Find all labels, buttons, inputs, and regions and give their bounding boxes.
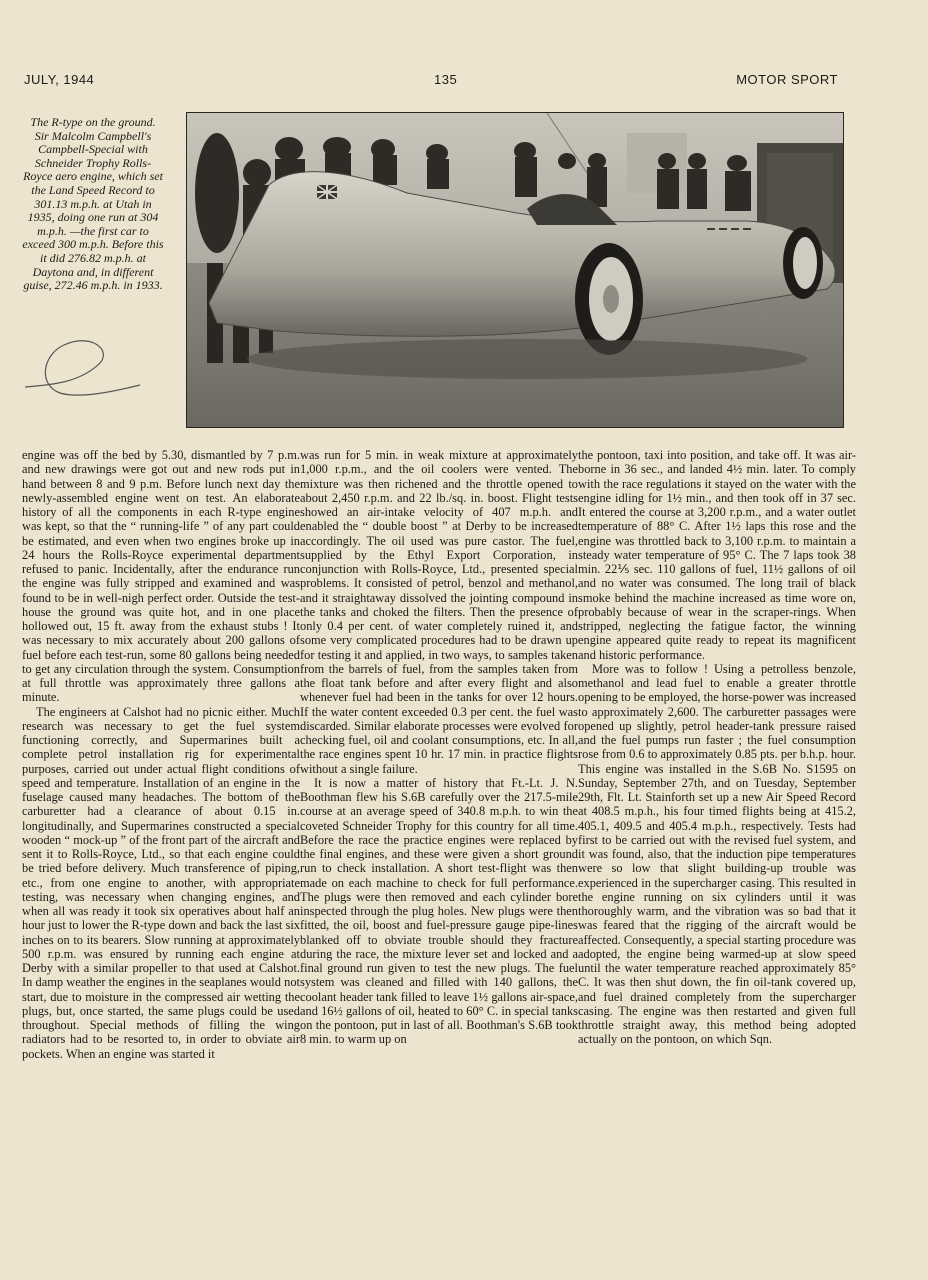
pencil-scribble-icon	[20, 325, 150, 405]
paragraph: was run for 5 min. in weak mixture at approximately 1,000 r.p.m., and the oil coolers were vented. The mixture was then richened and the throttle opened to about 2,450 r.p.m. and 22 lb./sq. in. boost. Flight tests showed an air-intake velocity of 407 m.p.h. and enabled the “ double boost ” at Derby to be increased accordingly. The oil used was pure castor. The fuel, supplied by the Ethyl Export Corporation, in conjunction with Rolls-Royce, Ltd., presented special problems. It consisted of petrol, benzol and methanol, and it straightaway dissolved the jointing compound in the tanks and choked the filters. Then the presence of only 0.4 per cent. of water completely ruined it, and some very complicated procedures had to be drawn up for testing it and applied, in two ways, to samples taken from the barrels of fuel, from the samples taken from the float tank before and after every flight and also whenever fuel had been in the tanks for over 12 hours. If the water content exceeded 0.3 per cent. the fuel was discarded. Similar elaborate processes were evolved for checking fuel, oil and coolant consumptions, etc. In all, the race engines spent 10 hr. 17 min. in practice flights without a single failure.	[300, 448, 578, 776]
photo-caption: The R-type on the ground. Sir Malcolm Campbell's Campbell-Special with Schneider Trophy Rolls-Royce aero engine, which set the Land Speed Record to 301.13 m.p.h. at Utah in 1935, doing one run at 304 m.p.h. —the first car to exceed 300 m.p.h. Before this it did 276.82 m.p.h. at Daytona and, in different guise, 272.46 m.p.h. in 1933.	[22, 115, 164, 293]
paragraph: It is now a matter of history that Ft.-Lt. J. N. Boothman flew his S.6B carefully over the 217.5-mile course at an average speed of 340.8 m.p.h. to win the coveted Schneider Trophy for this country for all time. Before the race the practice engines were replaced by the final engines, and these were given a short ground run to check installation. A short test-flight was then made on each machine to check for full performance. The plugs were then removed and each cylinder bore inspected through the plug holes. New plugs were then fitted, the oil, boost and fuel-pressure gauge pipe-lines blanked off to obviate trouble should they fracture during the race, the mixture lever set and locked and a final ground run given to test the new plugs. The fuel system was cleaned and filled with 140 gallons, the coolant header tank filled to leave 1½ gallons air-space, and 16½ gallons of oil, heated to 60° C. in special tanks on the pontoon, put in last of all. Boothman's S.6B took 8 min. to warm up on	[300, 775, 578, 1047]
issue-date: JULY, 1944	[24, 72, 95, 87]
paragraph: engine was off the bed by 5.30, dismantled by 7 p.m. and new drawings were got out and new rods put in hand between 8 and 9 p.m. Before lunch next day the newly-assembled engine went on test. An elaborate history of all the components in each R-type engine was kept, so that the “ running-life ” of any part could be estimated, and even when two engines broke up in 24 hours the Rolls-Royce experimental department refused to panic. Incidentally, after the endurance run the engine was fully stripped and examined and was found to be in well-nigh perfect order. Outside the test-house the ground was quite hot, and in one place hollowed out, 15 ft. away from the exhaust stubs ! It was necessary to mix accurately about 200 gallons of fuel before each test-run, some 80 gallons being needed to get any circulation through the system. Consumption at full throttle was approximately three gallons a minute.	[22, 448, 300, 705]
text-column-3	[578, 448, 856, 1047]
magazine-title: MOTOR SPORT	[736, 72, 838, 87]
text-column-2	[300, 448, 578, 1047]
paragraph: the pontoon, taxi into position, and take off. It was air-borne in 36 sec., and landed 4½ min. later. To comply with the race regulations it stayed on the water with the engine idling for 1½ min., and then took off in 37 sec. It entered the course at 3,200 r.p.m., and a water outlet temperature of 88° C. After 1½ laps this rose and the engine was throttled back to 3,100 r.p.m. to maintain a steady water temperature of 95° C. The 7 laps took 38 min. 22⅕ sec. 110 gallons of fuel, 11½ gallons of oil and no water was consumed. The long trail of black smoke behind the machine increased as time wore on, probably because of wear in the scraper-rings. When stripped, neglecting the fatigue factor, the winning engine appeared quite ready to repeat its magnificent and historic performance.	[578, 448, 856, 662]
page-number: 135	[434, 72, 458, 87]
paragraph: The engineers at Calshot had no picnic either. Much research was necessary to get the fuel system functioning correctly, and Supermarines built a complete petrol installation rig for experimental purposes, carried out under actual flight conditions of speed and temperature. Installation of an engine in the fuselage caused many headaches. The bottom of the carburetter had a clearance of about 0.15 in. longitudinally, and Supermarines constructed a special wooden “ mock-up ” of the front part of the aircraft and sent it to Rolls-Royce, Ltd., so that each engine could be tried before delivery. Much transference of piping, etc., from one engine to another, with appropriate testing, was necessary when changing engines, and when all was ready it took six operatives about half an hour just to lower the R-type down and back the last six inches on to its bearers. Slow running at approximately 500 r.p.m. was ensured by running each engine at Derby with a similar propeller to that used at Calshot. In damp weather the engines in the seaplanes would not start, due to moisture in the compressed air wetting the plugs, but, once started, the same plugs could be used throughout. Special methods of filling the wing radiators had to be resorted to, in order to obviate air pockets. When an engine was started it	[22, 704, 300, 1061]
text-column-1	[22, 448, 300, 1061]
race-car-photo	[186, 112, 844, 428]
paragraph: More was to follow ! Using a petrolless benzole, methanol and lead fuel to enable a greater throttle opening to be employed, the horse-power was increased to approximately 2,600. The carburetter passages were opened up slightly, petrol header-tank pressure raised and the fuel pumps run faster ; the fuel consumption rose from 0.6 to approximately 0.85 pts. per b.h.p. hour. This engine was installed in the S.6B No. S1595 on Sunday, September 27th, and on Tuesday, September 29th, Flt. Lt. Stainforth set up a new Air Speed Record at 408.5 m.p.h., his four timed flights being at 415.2, 405.1, 409.5 and 405.4 m.p.h., respectively. Tests had first to be carried out with the revised fuel system, and it was found, also, that the induction pipe temperatures were so low that slight building-up trouble was experienced in the supercharger casing. This resulted in the engine running on six cylinders until it was thoroughly warm, and the vibration was so bad that it was feared that the rigging of the aircraft would be affected. Consequently, a special starting procedure was adopted, the engine being warmed-up at slow speed until the water temperature reached approximately 85° C. It was then shut down, the fin oil-tank covered up, and fuel drained completely from the supercharger casing. The engine was then restarted and given full throttle straight away, this method being adopted actually on the pontoon, on which Sqn.	[578, 661, 857, 1047]
page-header	[24, 72, 838, 92]
